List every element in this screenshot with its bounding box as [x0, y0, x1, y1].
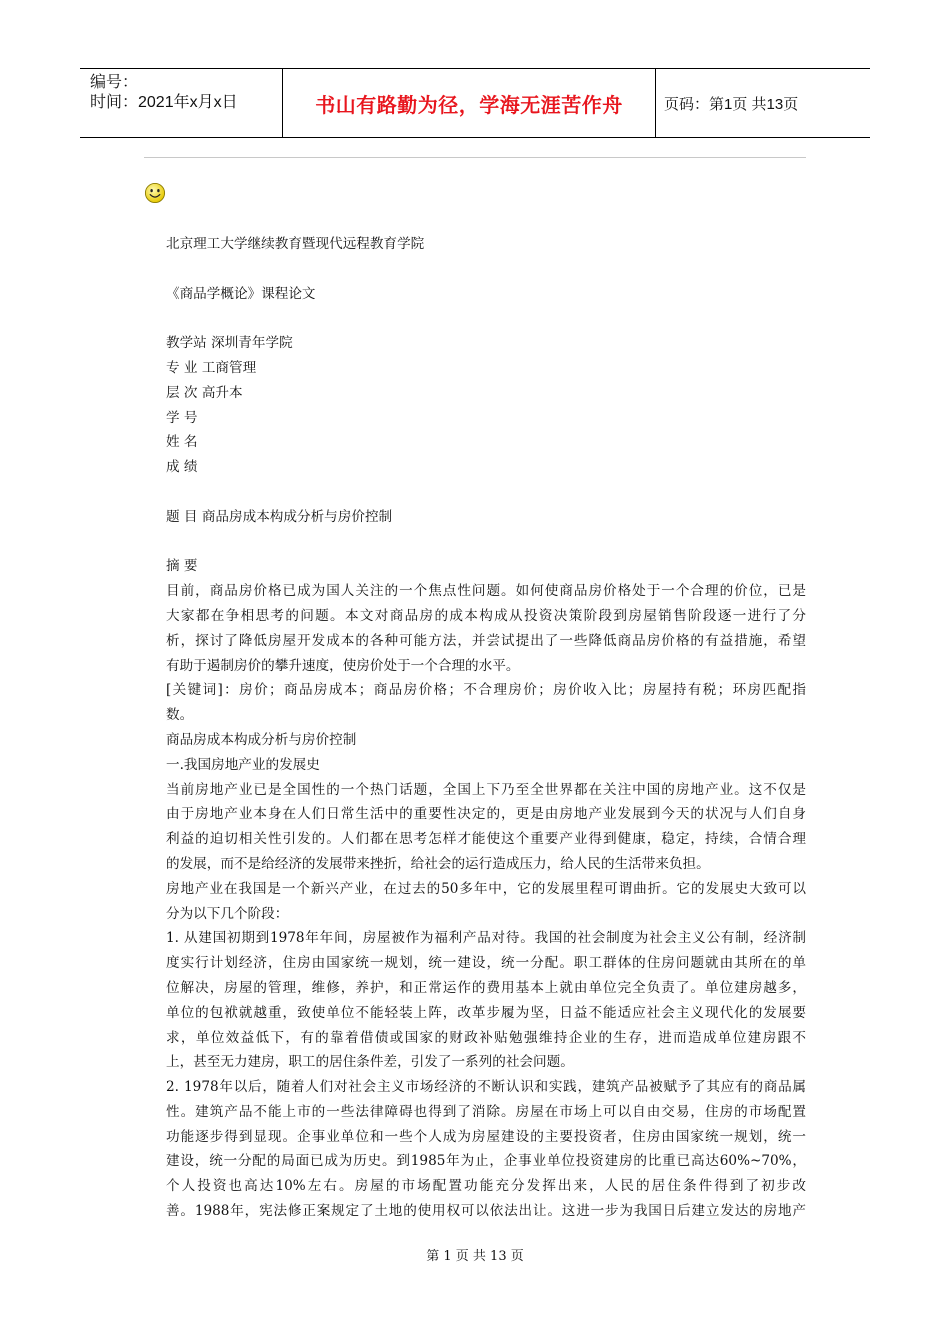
text-line: 的发展，而不是给经济的发展带来挫折，给社会的运行造成压力，给人民的生活带来负担。: [166, 855, 710, 872]
header-number-label: 编号：: [90, 74, 139, 91]
text-line: 利益的迫切相关性引发的。人们都在思考怎样才能使这个重要产业得到健康，稳定，持续，合情合理: [166, 831, 806, 848]
page-header: [80, 68, 870, 138]
text-line: 大家都在争相思考的问题。本文对商品房的成本构成从投资决策阶段到房屋销售阶段逐一进行了分: [166, 607, 806, 624]
blank-line: [166, 257, 806, 282]
text-line: 上，甚至无力建房，职工的居住条件差，引发了一系列的社会问题。: [166, 1054, 574, 1071]
text-line: 建设，统一分配的局面已成为历史。到1985年为止，企事业单位投资建房的比重已高达60%~70%，: [166, 1153, 806, 1170]
text-line: 分为以下几个阶段：: [166, 905, 289, 922]
blank-line: [166, 306, 806, 331]
text-line: 层 次 高升本: [166, 384, 243, 401]
text-line: 一.我国房地产业的发展史: [166, 756, 320, 773]
text-line: 由于房地产业本身在人们日常生活中的重要性决定的，更是由房地产业发展到今天的状况与人们自身: [166, 806, 806, 823]
document-body: [166, 232, 806, 1224]
page-footer: 第 1 页 共 13 页: [426, 1249, 524, 1264]
blank-line: [166, 480, 806, 505]
text-line: 商品房成本构成分析与房价控制: [166, 731, 357, 748]
text-line: 性。建筑产品不能上市的一些法律障碍也得到了消除。房屋在市场上可以自由交易，住房的市场配置: [166, 1103, 806, 1120]
header-time-label: 时间：2021年x月x日: [90, 94, 238, 111]
text-line: 成 绩: [166, 459, 198, 476]
text-line: 析，探讨了降低房屋开发成本的各种可能方法，并尝试提出了一些降低商品房价格的有益措施，希望: [166, 632, 806, 649]
text-line: 数。: [166, 707, 194, 724]
text-line: 单位的包袱就越重，致使单位不能轻装上阵，改革步履为坚，日益不能适应社会主义现代化的发展要: [166, 1004, 806, 1021]
text-line: 个人投资也高达10%左右。房屋的市场配置功能充分发挥出来，人民的居住条件得到了初步改: [166, 1178, 806, 1195]
text-line: 1. 从建国初期到1978年年间，房屋被作为福利产品对待。我国的社会制度为社会主义公有制，经济制: [166, 930, 806, 947]
text-line: 北京理工大学继续教育暨现代远程教育学院: [166, 236, 425, 252]
text-line: 2. 1978年以后，随着人们对社会主义市场经济的不断认识和实践，建筑产品被赋予了其应有的商品属: [166, 1079, 806, 1096]
text-line: 求，单位效益低下，有的靠着借债或国家的财政补贴勉强维持企业的生存，进而造成单位建房跟不: [166, 1029, 806, 1046]
text-line: 摘 要: [166, 558, 198, 575]
header-page-info: 页码：第1页 共13页: [664, 95, 799, 113]
text-line: 善。1988年，宪法修正案规定了土地的使用权可以依法出让。这进一步为我国日后建立发达的房地产: [166, 1203, 806, 1220]
text-line: 《商品学概论》课程论文: [166, 285, 316, 302]
text-line: 房地产业在我国是一个新兴产业，在过去的50多年中，它的发展里程可谓曲折。它的发展史大致可以: [166, 880, 806, 897]
header-divider: [144, 157, 806, 158]
text-line: 姓 名: [166, 434, 198, 451]
header-meta: [80, 69, 282, 137]
text-line: 目前，商品房价格已成为国人关注的一个焦点性问题。如何使商品房价格处于一个合理的价位，已是: [166, 583, 806, 600]
text-line: 教学站 深圳青年学院: [166, 335, 293, 352]
smiley-face-icon: [144, 182, 166, 204]
text-line: [关键词]：房价；商品房成本；商品房价格；不合理房价；房价收入比；房屋持有税；环房匹配指: [166, 682, 806, 699]
blank-line: [166, 530, 806, 555]
text-line: 度实行计划经济，住房由国家统一规划，统一建设，统一分配。职工群体的住房问题就由其所在的单: [166, 955, 806, 972]
text-line: 功能逐步得到显现。企事业单位和一些个人成为房屋建设的主要投资者，住房由国家统一规划，统一: [166, 1128, 806, 1145]
text-line: 题 目 商品房成本构成分析与房价控制: [166, 508, 393, 525]
header-motto: 书山有路勤为径，学海无涯苦作舟: [282, 69, 656, 137]
text-line: 专 业 工商管理: [166, 359, 257, 376]
text-line: 有助于遏制房价的攀升速度，使房价处于一个合理的水平。: [166, 657, 520, 674]
text-line: 学 号: [166, 409, 198, 426]
text-line: 当前房地产业已是全国性的一个热门话题，全国上下乃至全世界都在关注中国的房地产业。这不仅是: [166, 781, 806, 798]
text-line: 位解决，房屋的管理，维修，养护，和正常运作的费用基本上就由单位完全负责了。单位建房越多，: [166, 979, 806, 996]
